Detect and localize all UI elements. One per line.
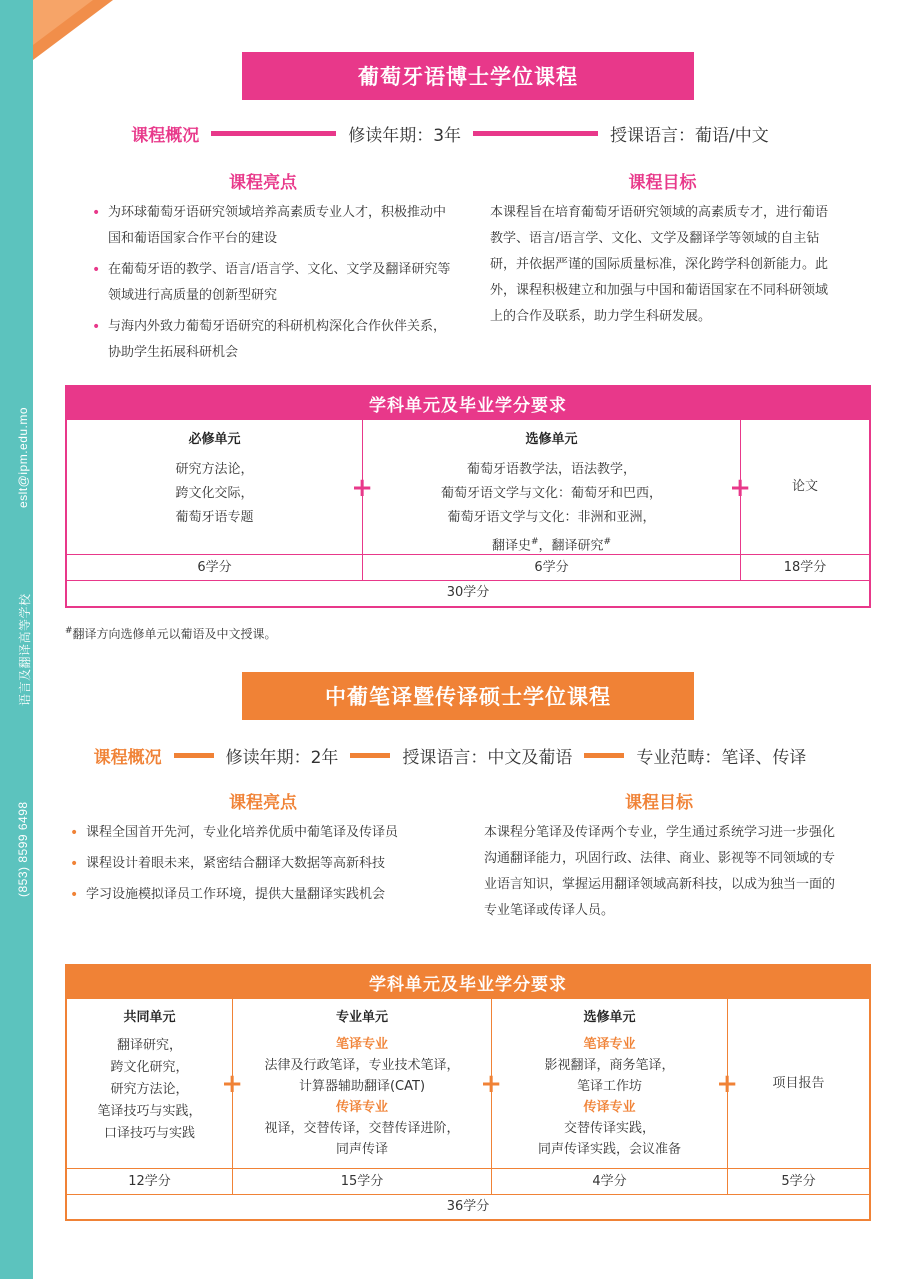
ma-common-title: 共同单元 [123,1010,176,1025]
ma-credit-row [67,1168,869,1194]
divider-line [584,753,624,758]
list-item: 跨文化研究， [110,1060,189,1075]
list-item: 研究方法论， [175,462,254,477]
ma-highlights-list [68,820,468,913]
ma-major-title: 专业单元 [335,1010,388,1025]
list-item: 视译，交替传译，交替传译进阶， [264,1121,460,1136]
major-interpreting-label: 传译专业 [335,1100,388,1115]
phd-goals-text: 本课程旨在培育葡萄牙语研究领域的高素质专才，进行葡语教学、语言/语言学、文化、文学及翻译学等领域的自主钻研，并依据严谨的国际质量标准，深化跨学科创新能力。此外，课程积极建立和加强与中国和葡语国家在不同科研领域上的合作及联系，助力学生科研发展。 [490,205,829,324]
phd-goals-title: 课程目标 [628,173,697,193]
divider-line [473,131,598,136]
phd-credit-table [65,385,871,608]
list-item: 交替传译实践， [563,1121,655,1136]
list-item: 研究方法论， [110,1082,189,1097]
list-item: • 学习设施模拟译员工作环境，提供大量翻译实践机会 [68,882,468,908]
ma-common-cell [67,999,243,1168]
phd-language: 授课语言：葡语/中文 [610,125,769,146]
phd-credit-row [67,554,869,580]
list-item: 葡萄牙语文学与文化：葡萄牙和巴西， [440,486,662,501]
list-item: 跨文化交际， [175,486,254,501]
phd-overview-label: 课程概况 [131,125,200,146]
list-item: 葡萄牙语专题 [175,510,254,525]
sidebar-phone[interactable]: (853) 8599 6498 [16,801,30,897]
ma-major-cell [233,999,502,1168]
phd-footnote-text: 翻译方向选修单元以葡语及中文授课。 [72,627,277,641]
credit-cell: 15学分 [233,1169,492,1194]
elective-interpreting-label: 传译专业 [583,1100,636,1115]
ma-goals-text: 本课程分笔译及传译两个专业，学生通过系统学习进一步强化沟通翻译能力，巩固行政、法律、商业、影视等不同领域的专业语言知识，掌握运用翻译领域高新科技，以成为独当一面的专业笔译或传译人员。 [484,825,836,918]
phd-table-title: 学科单元及毕业学分要求 [67,387,869,420]
list-item: 笔译技巧与实践， [97,1104,202,1119]
phd-highlights-title: 课程亮点 [229,173,297,193]
hash-mark: # [603,537,612,547]
plus-icon: + [729,473,751,503]
corner-decoration [33,0,113,60]
ma-goals-title: 课程目标 [625,793,693,813]
hash-mark: # [65,626,73,636]
list-item: 葡萄牙语文学与文化：非洲和亚洲， [447,510,656,525]
list-item: • 在葡萄牙语的教学、语言/语言学、文化、文学及翻译研究等领域进行高质量的创新型研究 [90,257,452,309]
list-item: 翻译研究， [116,1038,182,1053]
phd-required-title: 必修单元 [188,432,241,447]
phd-elective-cell [363,420,751,554]
list-item: 同声传译实践，会议准备 [537,1142,681,1157]
list-item: 口译技巧与实践 [103,1126,195,1141]
sidebar-email[interactable]: eslt@ipm.edu.mo [16,406,30,508]
sidebar-strip [0,0,33,1279]
ma-duration: 修读年期：2年 [225,747,339,768]
ma-overview-row [0,740,900,770]
ma-project-report: 项目报告 [772,1075,825,1091]
list-item: 同声传译 [335,1142,388,1157]
credit-cell: 5学分 [781,1174,816,1189]
elective-translation-history: 翻译史 [491,538,531,554]
list-item: 影视翻译，商务笔译， [544,1058,675,1073]
credit-cell: 6学分 [363,555,741,580]
major-translation-label: 笔译专业 [335,1037,388,1052]
sidebar-school-name: 语言及翻译高等学校 [18,593,32,706]
plus-icon: + [480,1069,502,1099]
elective-translation-studies: ，翻译研究 [538,538,604,554]
divider-line [350,753,390,758]
credit-cell: 12学分 [67,1169,233,1194]
ma-language: 授课语言：中文及葡语 [402,747,573,768]
phd-thesis-cell [741,420,869,554]
phd-required-cell [67,420,373,554]
credit-cell: 6学分 [67,555,363,580]
plus-icon: + [221,1069,243,1099]
ma-table-title: 学科单元及毕业学分要求 [67,966,869,999]
ma-title-banner: 中葡笔译暨传译硕士学位课程 [242,672,694,720]
elective-translation-label: 笔译专业 [583,1037,636,1052]
list-item: 计算器辅助翻译(CAT) [298,1079,426,1094]
divider-line [211,131,336,136]
credit-cell: 18学分 [783,560,827,575]
list-item: 法律及行政笔译，专业技术笔译， [264,1058,460,1073]
ma-overview-label: 课程概况 [93,747,162,768]
list-item: 笔译工作坊 [576,1079,642,1094]
phd-footnote [65,625,277,642]
phd-overview-row [0,118,900,148]
phd-duration: 修读年期：3年 [348,125,462,146]
ma-specialty: 专业范畴：笔译、传译 [636,747,807,768]
hash-mark: # [530,537,539,547]
list-item: • 为环球葡萄牙语研究领域培养高素质专业人才，积极推动中国和葡语国家合作平台的建设 [90,200,452,252]
phd-thesis: 论文 [791,479,818,494]
list-item: • 课程全国首开先河，专业化培养优质中葡笔译及传译员 [68,820,468,846]
divider-line [174,753,214,758]
plus-icon: + [716,1069,738,1099]
credit-cell: 4学分 [492,1169,728,1194]
ma-total-credits: 36学分 [67,1194,869,1219]
plus-icon: + [351,473,373,503]
phd-elective-title: 选修单元 [525,432,578,447]
list-item: • 与海内外致力葡萄牙语研究的科研机构深化合作伙伴关系，协助学生拓展科研机会 [90,314,452,366]
ma-elective-cell [492,999,738,1168]
phd-total-credits: 30学分 [67,580,869,605]
ma-credit-table [65,964,871,1221]
list-item: 葡萄牙语教学法，语法教学， [466,462,636,477]
list-item: • 课程设计着眼未来，紧密结合翻译大数据等高新科技 [68,851,468,877]
ma-elective-title: 选修单元 [583,1010,636,1025]
ma-project-cell [728,999,869,1168]
phd-title-banner: 葡萄牙语博士学位课程 [242,52,694,100]
ma-highlights-title: 课程亮点 [229,793,297,813]
phd-highlights-list [90,200,452,371]
